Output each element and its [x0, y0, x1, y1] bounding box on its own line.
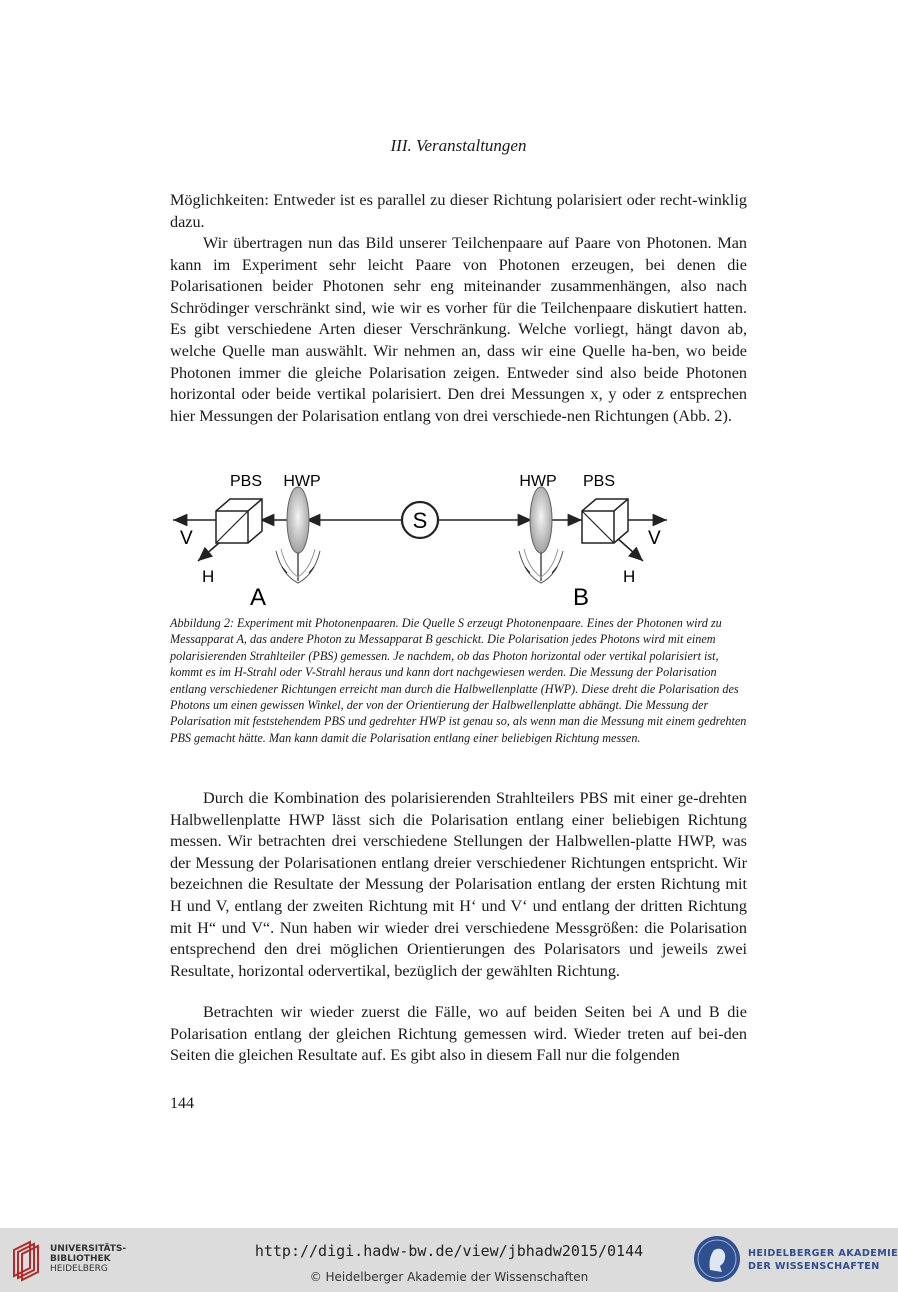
copyright-notice: © Heidelberger Akademie der Wissenschaften [309, 1270, 589, 1284]
hadw-logo-line-1: HEIDELBERGER AKADEMIE [748, 1248, 898, 1259]
pbs-right-cube [582, 499, 628, 543]
source-label: S [412, 508, 428, 533]
figure-caption: Abbildung 2: Experiment mit Photonenpaaren. Die Quelle S erzeugt Photonenpaare. Eines der Photonen wird zu Messapparat A, das andere Photon zu Messapparat B geschickt. Die Polarisation jedes Photons wird mit einem polarisierenden Strahlteiler (PBS) gemessen. Je nachdem, ob das Photon horizontal oder vertikal polarisiert ist, kommt es im H-Strahl oder V-Strahl heraus und kann dort nachgewiesen werden. Die Messung der Polarisation entlang verschiedener Richtungen erreicht man durch die Halbwellenplatte (HWP). Diese dreht die Polarisation des Photons um einen gewissen Winkel, der von der Orientierung der Halbwellenplatte abhängt. Die Messung der Polarisation mit feststehendem PBS und gedrehter HWP ist genau so, als wenn man die Messung mit einem gedrehten PBS gemacht hätte. Man kann damit die Polarisation entlang einer beliebigen Richtung messen. [170, 616, 747, 745]
experiment-figure [170, 465, 680, 610]
hwp-right-plate [519, 487, 563, 583]
body-paragraph-1: Möglichkeiten: Entweder ist es parallel zu dieser Richtung polarisiert oder recht-winklig dazu. [170, 191, 747, 231]
pbs-left-label: PBS [229, 473, 263, 490]
ub-logo-line-1: UNIVERSITÄTS- [50, 1244, 127, 1254]
hadw-seal-icon [692, 1234, 742, 1284]
station-b-label: B [572, 584, 590, 610]
v-right-label: V [648, 528, 661, 549]
permalink-url[interactable]: http://digi.hadw-bw.de/view/jbhadw2015/0144 [254, 1242, 644, 1260]
hadw-logo[interactable] [692, 1234, 898, 1286]
body-paragraph-3: Durch die Kombination des polarisierenden Strahlteilers PBS mit einer ge-drehten Halbwellenplatte HWP lässt sich die Polarisation entlang einer beliebigen Richtung messen. Wir betrachten drei verschiedene Stellungen der Halbwellen-platte HWP, was der Messung der Polarisationen entlang dreier verschiedener Richtungen entspricht. Wir bezeichnen die Resultate der Messung der Polarisation entlang der ersten Richtung mit H und V, entlang der zweiten Richtung mit H‘ und V‘ und entlang der dritten Richtung mit H“ und V“. Nun haben wir wieder drei verschiedene Messgrößen: die Polarisation entsprechend den drei möglichen Orientierungen des Polarisators und jeweils zwei Resultate, horizontal odervertikal, bezüglich der gewählten Richtung. [170, 789, 747, 980]
footer-bar [0, 1228, 898, 1292]
h-right-label: H [623, 567, 636, 586]
body-paragraph-2: Wir übertragen nun das Bild unserer Teilchenpaare auf Paare von Photonen. Man kann im Experiment sehr leicht Paare von Photonen erzeugen, bei denen die Polarisationen beider Photonen sehr eng miteinander zusammenhängen, also nach Schrödinger verschränkt sind, wie wir es vorher für die Teilchenpaare diskutiert hatten. Es gibt verschiedene Arten dieser Verschränkung. Welche vorliegt, hängt davon ab, welche Quelle man auswählt. Wir nehmen an, dass wir eine Quelle ha-ben, wo beide Photonen immer die gleiche Polarisation zeigen. Entweder sind also beide Photonen horizontal oder beide vertikal polarisiert. Den drei Messungen x, y oder z entsprechen hier Messungen der Polarisation entlang von drei verschiede-nen Richtungen (Abb. 2). [170, 234, 747, 425]
hwp-right-label: HWP [519, 473, 557, 490]
ub-logo-line-3: HEIDELBERG [50, 1264, 108, 1274]
pbs-right-label: PBS [582, 473, 616, 490]
hwp-left-label: HWP [283, 473, 321, 490]
ub-logo-line-2: BIBLIOTHEK [50, 1254, 111, 1264]
running-head: III. Veranstaltungen [390, 136, 527, 155]
v-left-label: V [180, 528, 193, 549]
pbs-left-cube [216, 499, 262, 543]
hwp-left-plate [276, 487, 320, 583]
h-left-label: H [202, 567, 215, 586]
station-a-label: A [249, 584, 267, 610]
h-output-right [616, 537, 643, 561]
page-number: 144 [170, 1095, 194, 1112]
hadw-logo-line-2: DER WISSENSCHAFTEN [748, 1261, 880, 1272]
body-paragraph-4: Betrachten wir wieder zuerst die Fälle, wo auf beiden Seiten bei A und B die Polarisation entlang der gleichen Richtung gemessen wird. Wieder treten auf bei-den Seiten die gleichen Resultate auf. Es gibt also in diesem Fall nur die folgenden [170, 1003, 747, 1065]
hadw-logo-text [748, 1247, 898, 1273]
